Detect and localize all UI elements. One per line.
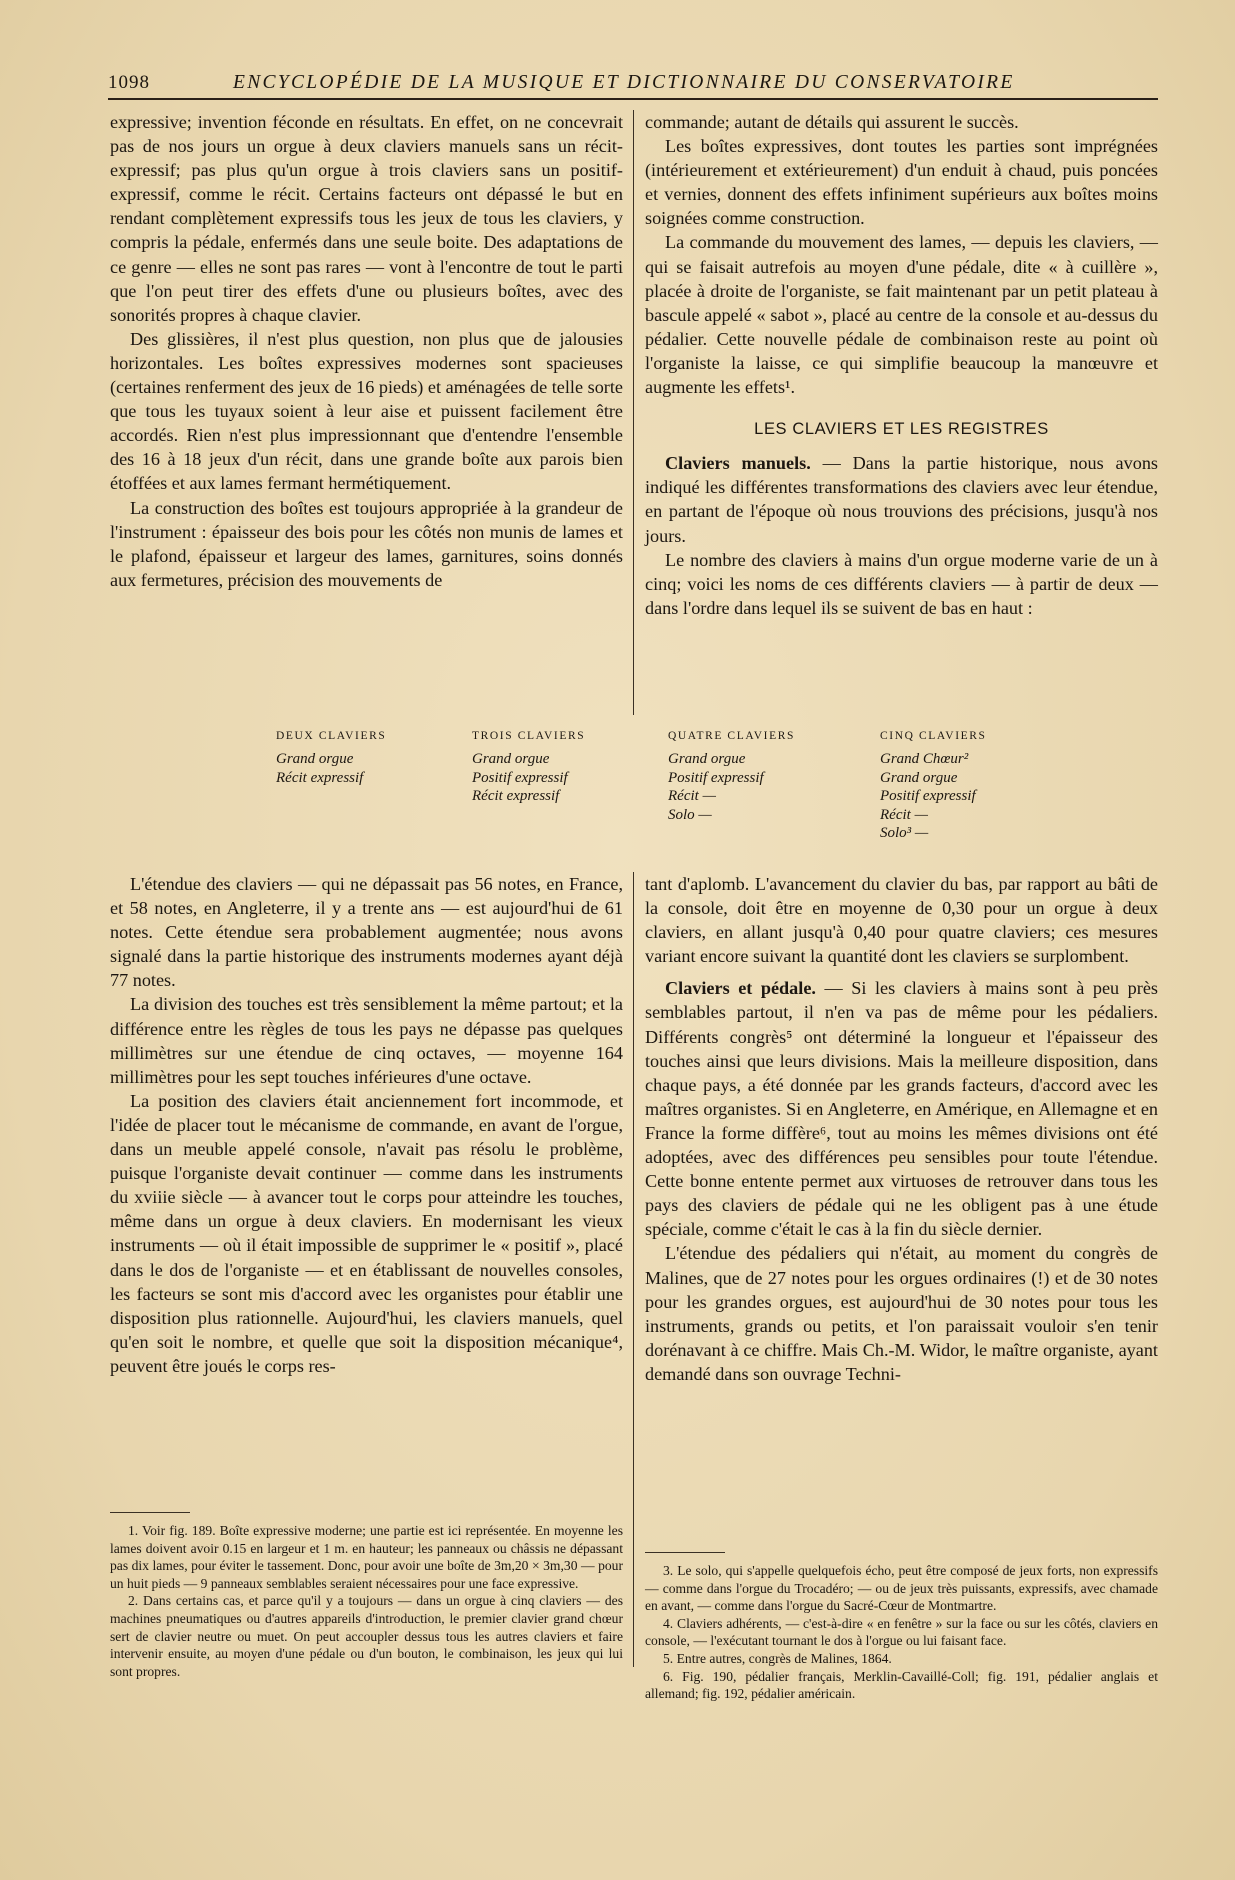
paragraph: L'étendue des pédaliers qui n'était, au moment du congrès de Malines, que de 27 notes pour les orgues ordinaires (!) et de 30 notes pour les grandes orgues, est aujourd'hui de 30 notes pour tous les instruments, grands ou petits, et l'on paraissait vouloir s'en tenir dorénavant à ce chiffre. Mais Ch.-M. Widor, le maître organiste, ayant demandé dans son ouvrage Techni- [645, 1243, 1158, 1384]
paragraph-lead: Claviers et pédale. [665, 978, 816, 999]
table-column [880, 730, 1050, 843]
table-item: Récit expressif [276, 769, 364, 786]
paragraph: L'étendue des claviers — qui ne dépassait pas 56 notes, en France, et 58 notes, en Angleterre, il y a trente ans — est aujourd'hui de 61 notes. Cette étendue sera probablement augmentée; nous avons signalé dans la partie historique des instruments modernes ayant déjà 77 notes. [110, 874, 623, 991]
footnote: 3. Le solo, qui s'appelle quelquefois écho, peut être composé de jeux forts, non expressifs — comme dans l'orgue du Trocadéro; — ou de jeux très puissants, expressifs, avec chamade en avant, — comme dans l'orgue du Sacré-Cœur de Montmartre. [645, 1563, 1158, 1614]
paragraph: tant d'aplomb. L'avancement du clavier du bas, par rapport au bâti de la console, doit être en moyenne de 0,30 pour un orgue à deux claviers, en allant jusqu'à 0,40 pour quatre claviers; ces mesures variant encore suivant la quantité dont les claviers se surplombent. [645, 874, 1158, 967]
table-item: Grand orgue [880, 769, 958, 786]
footnote-rule [645, 1552, 725, 1553]
table-column [668, 730, 838, 824]
left-column-bottom [110, 872, 623, 1378]
paragraph: La position des claviers était anciennement fort incommode, et l'idée de placer tout le mécanisme de commande, en avant de l'orgue, dans un meuble appelé console, n'avait pas résolu le problème, puisque l'organiste devait continuer — comme dans les instruments du xviiie siècle — à avancer tout le corps pour atteindre les touches, même dans un orgue à deux claviers. En modernisant les vieux instruments — où il était impossible de supprimer le « positif », placé dans le dos de l'organiste — et en établissant de nouvelles consoles, les facteurs se sont mis d'accord avec les organistes pour établir une disposition plus rationnelle. Aujourd'hui, les claviers manuels, quel qu'en soit le nombre, et quelle que soit la disposition mécanique⁴, peuvent être joués le corps res- [110, 1090, 623, 1376]
table-item: Positif expressif [880, 788, 976, 804]
table-column [472, 730, 642, 806]
paragraph: Des glissières, il n'est plus question, non plus que de jalousies horizontales. Les boîtes expressives modernes sont spacieuses (certaines renferment des jeux de 16 pieds) et aménagées de telle sorte que tous les tuyaux soient à leur aise et puissent facilement être accordés. Rien n'est plus impressionnant que d'entendre l'ensemble des 16 à 18 jeux d'un récit, dans une grande boîte aux parois bien étoffées et aux lames fermant hermétiquement. [110, 328, 623, 494]
paragraph [645, 976, 1158, 1241]
table-heading: TROIS CLAVIERS [472, 730, 586, 742]
running-title: ENCYCLOPÉDIE DE LA MUSIQUE ET DICTIONNAIRE DU CONSERVATOIRE [233, 72, 1015, 93]
paragraph: La division des touches est très sensiblement la même partout; et la différence entre les règles de tous les pays ne dépasse pas quelques millimètres sur une étendue de cinq octaves, — moyenne 164 millimètres pour les sept touches inférieures d'une octave. [110, 994, 623, 1087]
table-heading: DEUX CLAVIERS [276, 730, 387, 742]
table-item: Solo — [668, 806, 712, 823]
left-column-top [110, 110, 623, 592]
table-item: Récit expressif [472, 788, 560, 804]
table-item: Positif expressif [472, 769, 568, 786]
footnote: 5. Entre autres, congrès de Malines, 1864. [663, 1650, 892, 1666]
keyboard-table [270, 730, 1070, 860]
table-item: Grand orgue [276, 751, 354, 767]
footnote: 6. Fig. 190, pédalier français, Merklin-Cavaillé-Coll; fig. 191, pédalier anglais et allemand; fig. 192, pédalier américain. [645, 1668, 1158, 1702]
table-item: Solo³ — [880, 825, 929, 841]
header-rule [108, 98, 1158, 100]
page-header [108, 72, 1158, 98]
table-item: Grand orgue [668, 751, 746, 767]
column-rule [633, 110, 634, 715]
right-column-top [645, 110, 1158, 620]
right-column-bottom [645, 872, 1158, 1386]
paragraph: La commande du mouvement des lames, — depuis les claviers, — qui se faisait autrefois au moyen d'une pédale, dite « à cuillère », placée à droite de l'organiste, se fait maintenant par un petit plateau à bascule appelé « sabot », placé au centre de la console et au-dessus du pédalier. Cette nouvelle pédale de combinaison reste au point où l'organiste la laisse, ce qui simplifie beaucoup la manœuvre et augmente les effets¹. [645, 232, 1158, 398]
paragraph-text: — Si les claviers à mains sont à peu près semblables partout, il n'en va pas de même pour les pédaliers. Différents congrès⁵ ont déterminé la longueur et l'épaisseur des touches ainsi que leurs divisions. Mais la meilleure disposition, dans chaque pays, a été donnée par les grands facteurs, d'accord avec les maîtres organistes. Si en Angleterre, en Amérique, en Allemagne et en France la forme diffère⁶, tout au moins les mêmes divisions ont été adoptées, avec des différences peu sensibles pour toute l'étendue. Cette bonne entente permet aux virtuoses de retrouver dans tous les pays des claviers de pédale qui ne les obligent pas à une étude spéciale, comme c'était le cas à la fin du siècle dernier. [645, 978, 1158, 1240]
paragraph-lead: Claviers manuels. [665, 453, 811, 474]
footnotes-left [110, 1522, 623, 1680]
paragraph: Les boîtes expressives, dont toutes les parties sont imprégnées (intérieurement et extérieurement) d'un enduit à chaud, puis poncées et vernies, donnent des effets infiniment supérieurs aux boîtes moins soignées comme construction. [645, 136, 1158, 229]
table-heading: QUATRE CLAVIERS [668, 730, 795, 742]
footnote: 2. Dans certains cas, et parce qu'il y a toujours — dans un orgue à cinq claviers — des machines pneumatiques ou d'autres appareils d'introduction, le premier clavier grand chœur sert de clavier neutre ou muet. On peut accoupler dessus tous les autres claviers et faire intervenir ensuite, au moyen d'une pédale ou d'un bouton, le combinaison, les jeux qui lui sont propres. [110, 1593, 623, 1679]
paragraph: expressive; invention féconde en résultats. En effet, on ne concevrait pas de nos jours un orgue à deux claviers manuels sans un récit-expressif; pas plus qu'un orgue à trois claviers sans un positif-expressif, comme le récit. Certains facteurs ont dépassé le but en rendant complètement expressifs tous les jeux de tous les claviers, y compris la pédale, enfermés dans une seule boite. Des adaptations de ce genre — elles ne sont pas rares — vont à l'encontre de tout le parti que l'on peut tirer des effets d'une ou plusieurs boîtes, avec des sonorités propres à chaque clavier. [110, 112, 623, 325]
table-item: Grand Chœur² [880, 751, 969, 767]
footnotes-right [645, 1562, 1158, 1703]
footnote-rule [110, 1512, 190, 1513]
table-item: Récit — [668, 788, 716, 804]
table-item: Récit — [880, 806, 928, 823]
paragraph: commande; autant de détails qui assurent le succès. [645, 112, 1019, 132]
column-rule [633, 872, 634, 1667]
paragraph: Le nombre des claviers à mains d'un orgue moderne varie de un à cinq; voici les noms de ces différents claviers — à partir de deux — dans l'ordre dans lequel ils se suivent de bas en haut : [645, 549, 1158, 618]
footnote: 1. Voir fig. 189. Boîte expressive moderne; une partie est ici représentée. En moyenne les lames doivent avoir 0.15 en largeur et 1 m. en hauteur; les panneaux ou châssis ne dépassant pas dix lames, pour éviter le tassement. Donc, pour avoir une boîte de 3m,20 × 3m,30 — pour un huit pieds — 9 panneaux semblables seraient nécessaires pour une face expressive. [110, 1523, 623, 1591]
section-heading: LES CLAVIERS ET LES REGISTRES [754, 420, 1049, 439]
page-number: 1098 [108, 72, 150, 93]
table-column [276, 730, 446, 787]
footnote: 4. Claviers adhérents, — c'est-à-dire « en fenêtre » sur la face ou sur les côtés, claviers en console, — l'exécutant tournant le dos à l'orgue ou lui faisant face. [645, 1615, 1158, 1649]
paragraph [645, 451, 1158, 547]
paragraph-text: — Dans la partie historique, nous avons indiqué les différentes transformations des claviers avec leur étendue, en partant de l'époque où nous trouvions des précisions, jusqu'à nos jours. [645, 453, 1158, 546]
table-heading: CINQ CLAVIERS [880, 730, 987, 742]
table-item: Grand orgue [472, 751, 550, 767]
paragraph: La construction des boîtes est toujours appropriée à la grandeur de l'instrument : épaisseur des bois pour les côtés non munis de lames et le plafond, épaisseur et largeur des lames, garnitures, soins donnés aux fermetures, précision des mouvements de [110, 497, 623, 590]
table-item: Positif expressif [668, 769, 764, 786]
